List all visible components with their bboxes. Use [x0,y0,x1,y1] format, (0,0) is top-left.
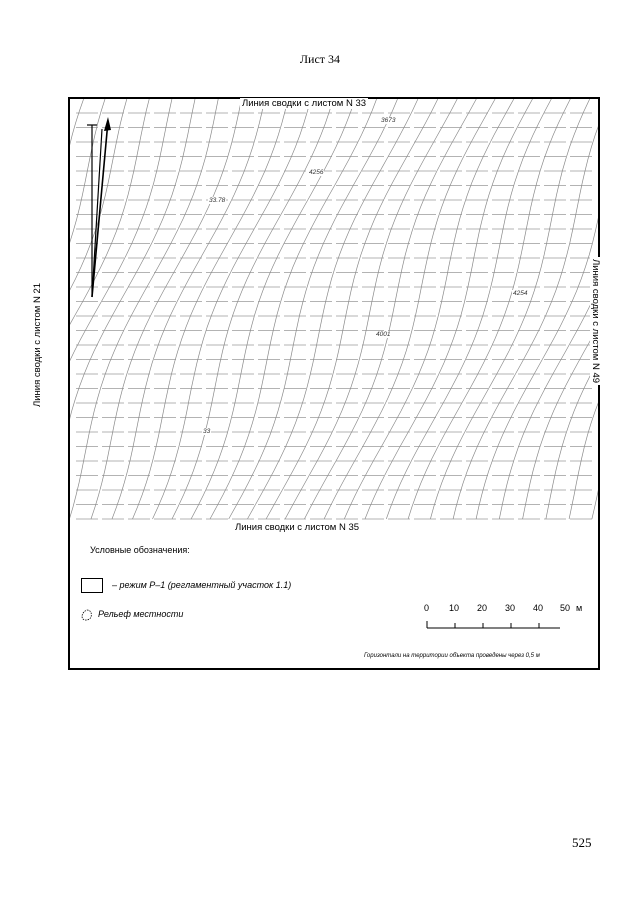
contour-line [266,99,438,519]
map-frame [32,97,601,670]
zone-boundary-icon [81,578,103,593]
contour-lines [70,99,598,519]
legend-title: Условные обозначения: [90,545,190,555]
seam-label-top: Линия сводки с листом N 33 [242,98,367,109]
contour-line [91,99,242,519]
contour-line [408,99,570,519]
scale-tick-label: 50 [560,603,571,613]
contour-line [229,99,398,519]
scale-tick-label: 0 [424,603,430,613]
scale-tick-label: 10 [449,603,460,613]
contour-note: Горизонтали на территории объекта проведены через 0,5 м [364,653,540,659]
scale-tick-label: 40 [533,603,544,613]
page-number: 525 [572,835,592,850]
contour-line [324,99,495,519]
sheet-title: Лист 34 [299,52,341,66]
elevation-mark: 33.78 [209,197,226,204]
scale-unit: м [576,603,583,613]
contour-line [304,99,476,519]
contour-line [247,99,418,519]
elevation-mark: 4001 [376,331,391,338]
contour-line [285,99,457,519]
scale-bar [410,603,583,635]
elevation-mark: 4254 [513,290,528,297]
scale-bar-graphic [410,618,560,630]
contour-line [70,99,149,519]
contour-line [70,99,84,519]
elevation-mark: 4256 [309,169,324,176]
seam-label-right: Линия сводки с листом N 49 [590,259,601,384]
contour-line [172,99,333,519]
contour-line [365,99,533,519]
contour-line [133,99,288,519]
elevation-mark: 33 [203,428,211,435]
legend-relief-label: Рельеф местности [98,609,184,619]
contour-line [430,99,589,519]
contour-line [191,99,355,519]
contour-line [153,99,311,519]
contour-line [453,99,598,519]
contour-line [386,99,551,519]
contour-line [523,99,598,519]
seam-label-bottom: Линия сводки с листом N 35 [235,522,360,533]
scale-tick-label: 30 [505,603,516,613]
relief-icon [81,609,93,622]
elevation-mark: 3673 [381,117,396,124]
legend-zone-label: – режим Р–1 (регламентный участок 1.1) [112,580,292,590]
topographic-map [70,99,598,527]
scale-tick-label: 20 [477,603,488,613]
seam-label-left: Линия сводки с листом N 21 [32,282,43,407]
contour-line [70,99,172,519]
contour-line [344,99,514,519]
